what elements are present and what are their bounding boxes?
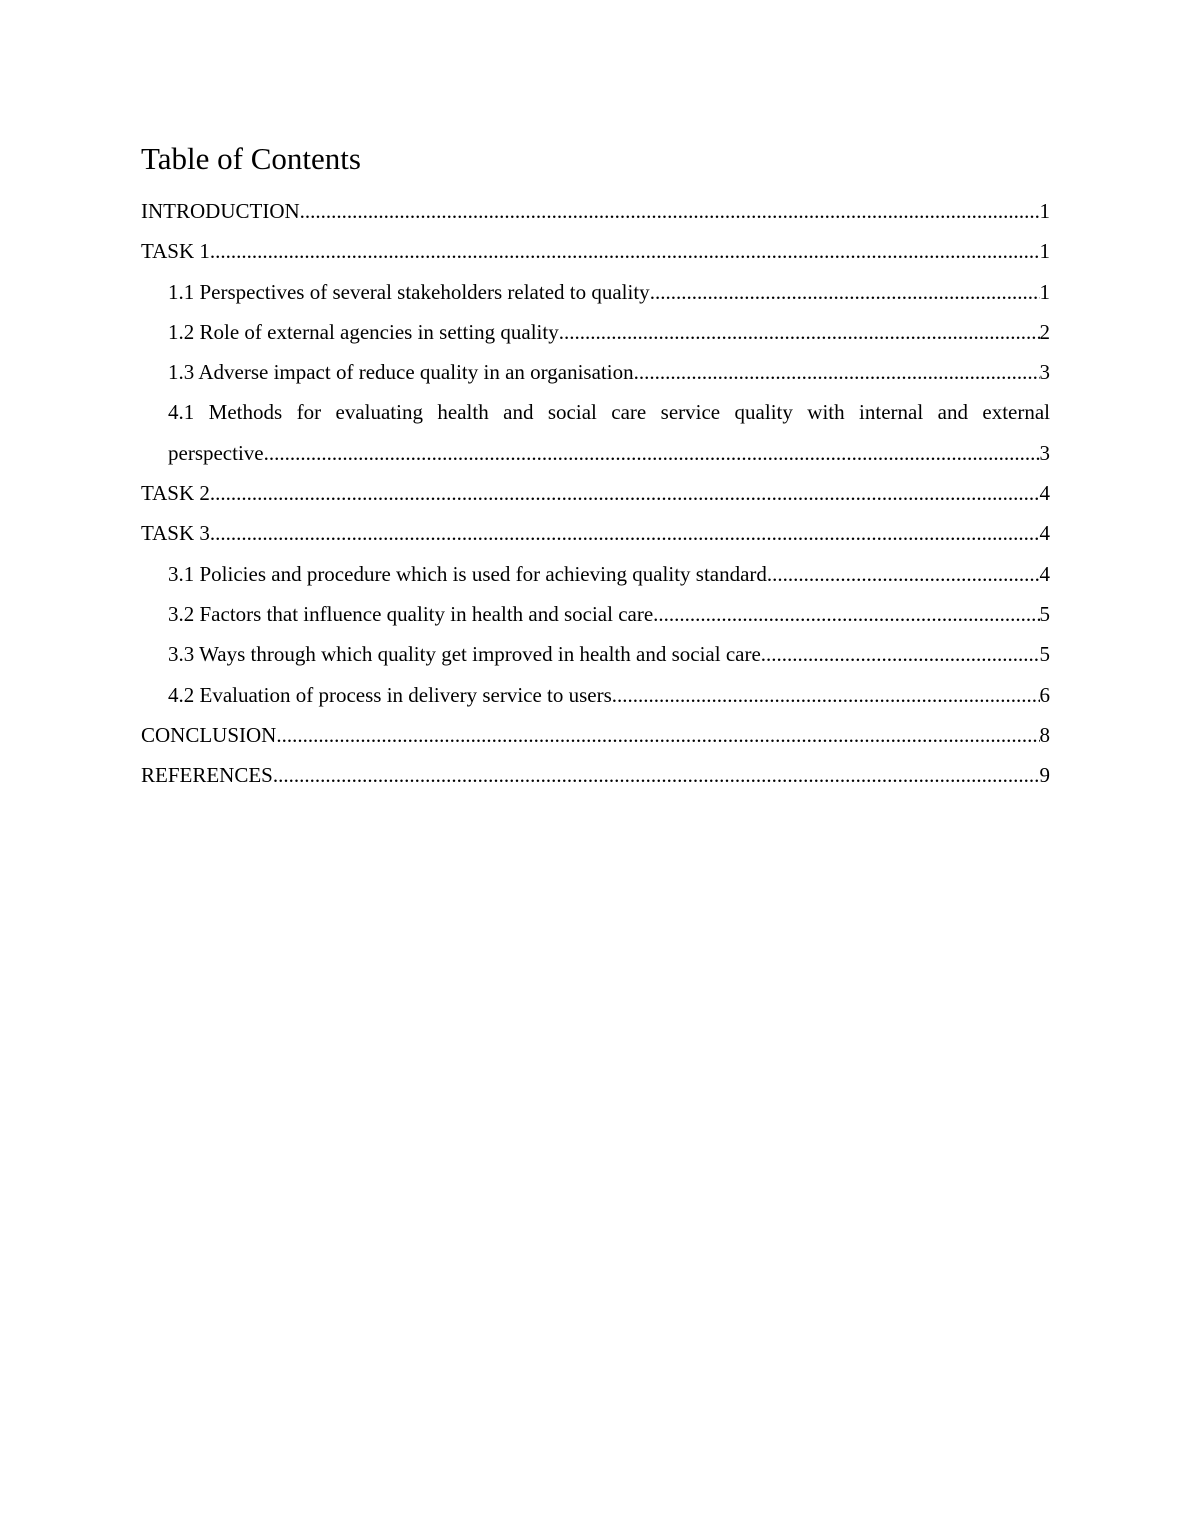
dot-leader	[650, 272, 1040, 312]
toc-page-number: 9	[1039, 763, 1050, 788]
dot-leader	[264, 433, 1040, 473]
dot-leader	[276, 715, 1039, 755]
dot-leader	[761, 634, 1040, 674]
dot-leader	[210, 231, 1040, 271]
toc-title: Table of Contents	[141, 141, 361, 176]
toc-entry-label: 4.2 Evaluation of process in delivery service to users	[168, 682, 612, 707]
toc-entry-3-3[interactable]	[141, 634, 1050, 674]
toc-entry-label: 3.1 Policies and procedure which is used for achieving quality standard	[168, 561, 767, 586]
toc-page-number: 5	[1039, 601, 1050, 626]
toc-entry-label: 3.3 Ways through which quality get improved in health and social care	[168, 642, 761, 667]
toc-entry-label: 1.1 Perspectives of several stakeholders related to quality	[168, 279, 650, 304]
toc-entry-4-2[interactable]	[141, 675, 1050, 715]
toc-entry-task-3[interactable]	[141, 513, 1050, 553]
toc-page-number: 2	[1039, 319, 1050, 344]
dot-leader	[273, 755, 1040, 795]
toc-entry-label: CONCLUSION	[141, 722, 277, 747]
toc-page-number: 3	[1039, 440, 1050, 465]
toc-entry-1-2[interactable]	[141, 312, 1050, 352]
toc-entry-3-2[interactable]	[141, 594, 1050, 634]
toc-entry-references[interactable]	[141, 755, 1050, 795]
dot-leader	[767, 554, 1040, 594]
toc-entry-1-3[interactable]	[141, 352, 1050, 392]
toc-page-number: 4	[1039, 521, 1050, 546]
toc-page-number: 1	[1039, 199, 1050, 223]
dot-leader	[634, 352, 1040, 392]
toc-entry-introduction[interactable]	[141, 191, 1050, 231]
dot-leader	[559, 312, 1040, 352]
toc-page-number: 5	[1039, 642, 1050, 667]
toc-page-number: 1	[1039, 279, 1050, 304]
toc-entry-label-line-2: perspective	[168, 440, 264, 465]
toc-entry-4-1[interactable]	[141, 392, 1050, 473]
toc-entry-label: 1.3 Adverse impact of reduce quality in an organisation	[168, 360, 634, 385]
toc-entry-label: REFERENCES	[141, 763, 273, 788]
toc-entry-task-2[interactable]	[141, 473, 1050, 513]
toc-page-number: 3	[1039, 360, 1050, 385]
dot-leader	[210, 473, 1040, 513]
toc-entry-task-1[interactable]	[141, 231, 1050, 271]
toc-entry-label: INTRODUCTION	[141, 199, 300, 223]
toc-page-number: 4	[1039, 561, 1050, 586]
toc-page-number: 6	[1039, 682, 1050, 707]
toc-entry-label: TASK 3	[141, 521, 210, 546]
toc-page-number: 8	[1039, 722, 1050, 747]
dot-leader	[612, 675, 1040, 715]
toc-entry-label: 3.2 Factors that influence quality in health and social care	[168, 601, 654, 626]
toc-entry-label: TASK 1	[141, 239, 210, 264]
toc-entry-1-1[interactable]	[141, 272, 1050, 312]
toc-page-number: 4	[1039, 481, 1050, 506]
toc-list	[141, 191, 1050, 795]
toc-entry-conclusion[interactable]	[141, 715, 1050, 755]
toc-entry-3-1[interactable]	[141, 554, 1050, 594]
dot-leader	[300, 191, 1040, 231]
toc-entry-label: TASK 2	[141, 481, 210, 506]
toc-page-number: 1	[1039, 239, 1050, 264]
toc-entry-label-line-1: 4.1 Methods for evaluating health and social care service quality with internal and external	[168, 400, 1050, 425]
dot-leader	[653, 594, 1039, 634]
toc-entry-label: 1.2 Role of external agencies in setting quality	[168, 319, 559, 344]
table-of-contents	[141, 136, 1050, 795]
dot-leader	[210, 513, 1040, 553]
